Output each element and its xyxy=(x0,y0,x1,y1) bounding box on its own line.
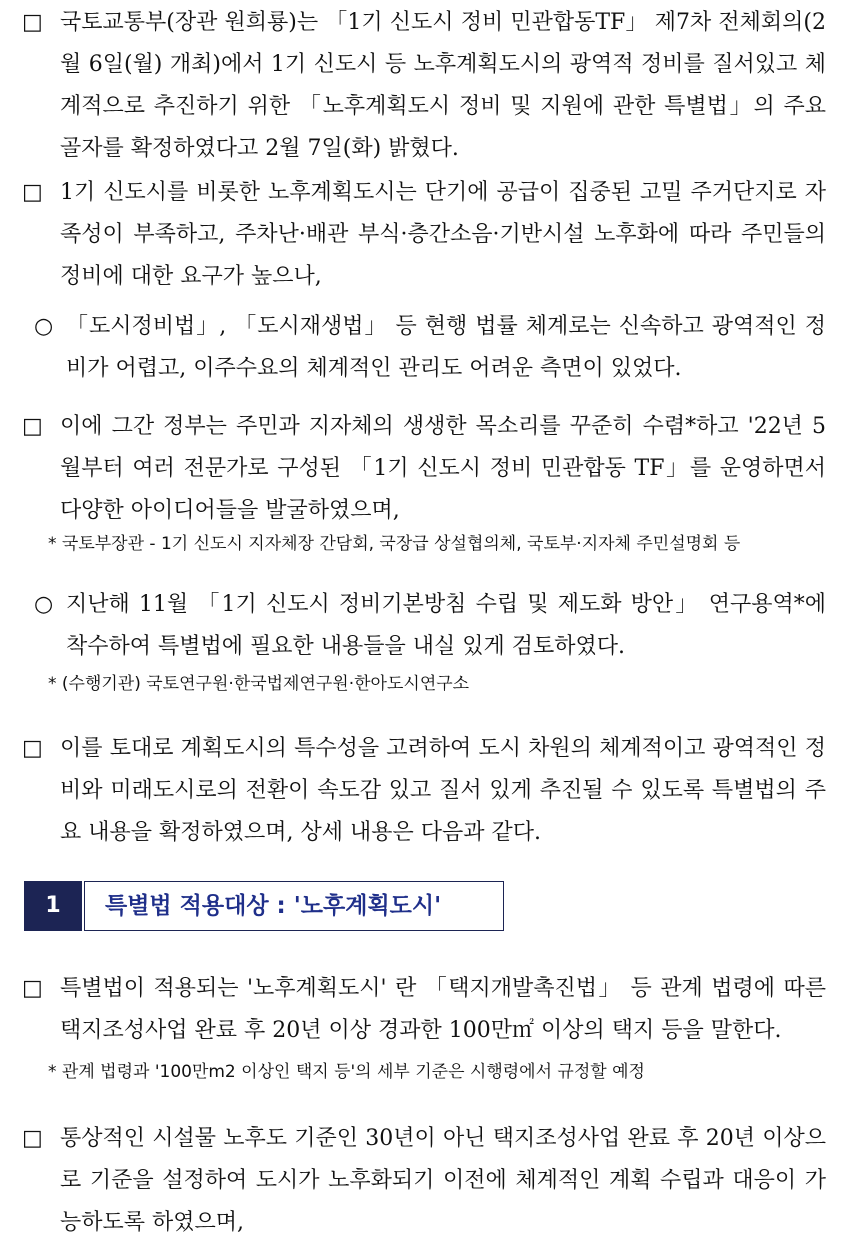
asterisk-marker: * xyxy=(48,674,57,694)
footnote-text: 관계 법령과 '100만m2 이상인 택지 등'의 세부 기준은 시행령에서 규정할 예정 xyxy=(61,1062,645,1082)
paragraph-7 xyxy=(22,968,826,1052)
paragraph-text: 통상적인 시설물 노후도 기준인 30년이 아닌 택지조성사업 완료 후 20년 이상으로 기준을 설정하여 도시가 노후화되기 이전에 체계적인 계획 수립과 대응이 가능하도록 하였으며, xyxy=(60,1126,826,1235)
paragraph-2 xyxy=(22,172,826,298)
footnote-1 xyxy=(48,530,828,558)
paragraph-6 xyxy=(22,728,826,854)
square-bullet: □ xyxy=(22,976,43,1001)
asterisk-marker: * xyxy=(48,1062,57,1082)
square-bullet: □ xyxy=(22,180,43,205)
footnote-2 xyxy=(48,670,828,698)
paragraph-text: 국토교통부(장관 원희룡)는 「1기 신도시 정비 민관합동TF」 제7차 전체회의(2월 6일(월) 개최)에서 1기 신도시 등 노후계획도시의 광역적 정비를 질서있고 체계적으로 추진하기 위한 「노후계획도시 정비 및 지원에 관한 특별법」의 주요 골자를 확정하였다고 2월 7일(화) 밝혔다. xyxy=(60,10,826,161)
footnote-text: (수행기관) 국토연구원·한국법제연구원·한아도시연구소 xyxy=(61,674,470,694)
square-bullet: □ xyxy=(22,1126,43,1151)
section-title: 특별법 적용대상 : '노후계획도시' xyxy=(105,893,442,919)
paragraph-text: 특별법이 적용되는 '노후계획도시' 란 「택지개발촉진법」 등 관계 법령에 따른 택지조성사업 완료 후 20년 이상 경과한 100만㎡ 이상의 택지 등을 말한다. xyxy=(60,976,826,1043)
paragraph-text: 이를 토대로 계획도시의 특수성을 고려하여 도시 차원의 체계적이고 광역적인 정비와 미래도시로의 전환이 속도감 있고 질서 있게 추진될 수 있도록 특별법의 주요 내용을 확정하였으며, 상세 내용은 다음과 같다. xyxy=(60,736,826,845)
square-bullet: □ xyxy=(22,736,43,761)
circle-bullet: ○ xyxy=(34,592,54,617)
section-title-box xyxy=(84,881,504,931)
footnote-3 xyxy=(48,1058,828,1086)
paragraph-text: 1기 신도시를 비롯한 노후계획도시는 단기에 공급이 집중된 고밀 주거단지로 자족성이 부족하고, 주차난·배관 부식·층간소음·기반시설 노후화에 따라 주민들의 정비에 대한 요구가 높으나, xyxy=(60,180,826,289)
paragraph-1 xyxy=(22,2,826,170)
paragraph-text: 「도시정비법」, 「도시재생법」 등 현행 법률 체계로는 신속하고 광역적인 정비가 어렵고, 이주수요의 체계적인 관리도 어려운 측면이 있었다. xyxy=(66,314,826,381)
square-bullet: □ xyxy=(22,10,43,35)
paragraph-4 xyxy=(22,406,826,532)
section-header xyxy=(24,881,504,931)
paragraph-8 xyxy=(22,1118,826,1244)
paragraph-text: 지난해 11월 「1기 신도시 정비기본방침 수립 및 제도화 방안」 연구용역*에 착수하여 특별법에 필요한 내용들을 내실 있게 검토하였다. xyxy=(66,592,826,659)
circle-bullet: ○ xyxy=(34,314,54,339)
footnote-text: 국토부장관 - 1기 신도시 지자체장 간담회, 국장급 상설협의체, 국토부·지자체 주민설명회 등 xyxy=(61,534,741,554)
section-number: 1 xyxy=(24,881,82,931)
paragraph-5 xyxy=(34,584,826,668)
paragraph-3 xyxy=(34,306,826,390)
asterisk-marker: * xyxy=(48,534,57,554)
paragraph-text: 이에 그간 정부는 주민과 지자체의 생생한 목소리를 꾸준히 수렴*하고 '22년 5월부터 여러 전문가로 구성된 「1기 신도시 정비 민관합동 TF」를 운영하면서 다양한 아이디어들을 발굴하였으며, xyxy=(60,414,826,523)
square-bullet: □ xyxy=(22,414,43,439)
